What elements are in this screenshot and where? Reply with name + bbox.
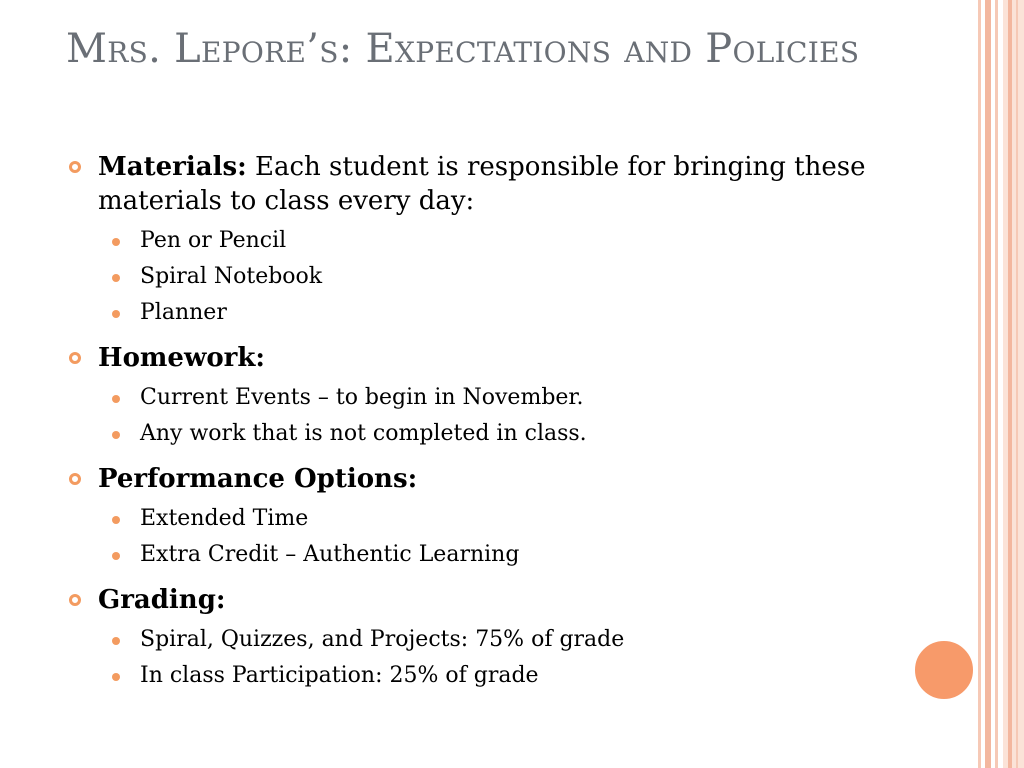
ring-bullet-icon xyxy=(69,161,81,173)
dot-bullet-icon xyxy=(112,637,120,645)
grading-list xyxy=(98,622,926,694)
ring-bullet-icon xyxy=(69,594,81,606)
list-item: Current Events – to begin in November. xyxy=(98,380,926,416)
dot-bullet-icon xyxy=(112,395,120,403)
list-item: In class Participation: 25% of grade xyxy=(98,658,926,694)
homework-list xyxy=(98,380,926,452)
list-item: Pen or Pencil xyxy=(98,223,926,259)
section-text: Each student is responsible for bringing these materials to class every day: xyxy=(98,152,866,216)
section-heading: Grading: xyxy=(98,585,226,615)
decorative-stripe xyxy=(978,0,981,768)
dot-bullet-icon xyxy=(112,516,120,524)
section-heading: Homework: xyxy=(98,343,265,373)
section-performance-options xyxy=(66,462,926,573)
dot-bullet-icon xyxy=(112,310,120,318)
dot-bullet-icon xyxy=(112,431,120,439)
dot-bullet-icon xyxy=(112,552,120,560)
decorative-stripe xyxy=(985,0,991,768)
list-item: Any work that is not completed in class. xyxy=(98,416,926,452)
decorative-stripe xyxy=(1003,0,1024,768)
list-item: Planner xyxy=(98,295,926,331)
ring-bullet-icon xyxy=(69,352,81,364)
section-heading: Performance Options: xyxy=(98,464,418,494)
list-item: Spiral Notebook xyxy=(98,259,926,295)
slide-content xyxy=(66,150,926,694)
performance-options-list xyxy=(98,501,926,573)
decorative-stripe xyxy=(1016,0,1018,768)
list-item: Extra Credit – Authentic Learning xyxy=(98,537,926,573)
section-homework xyxy=(66,341,926,452)
section-heading: Materials: xyxy=(98,152,247,182)
list-item: Extended Time xyxy=(98,501,926,537)
list-item: Spiral, Quizzes, and Projects: 75% of grade xyxy=(98,622,926,658)
decorative-stripe xyxy=(995,0,998,768)
section-materials xyxy=(66,150,926,331)
decorative-stripe xyxy=(1008,0,1012,768)
dot-bullet-icon xyxy=(112,274,120,282)
materials-list xyxy=(98,223,926,331)
dot-bullet-icon xyxy=(112,673,120,681)
dot-bullet-icon xyxy=(112,238,120,246)
slide-title: Mrs. Lepore’s: Expectations and Policies xyxy=(66,26,860,72)
ring-bullet-icon xyxy=(69,473,81,485)
section-grading xyxy=(66,583,926,694)
